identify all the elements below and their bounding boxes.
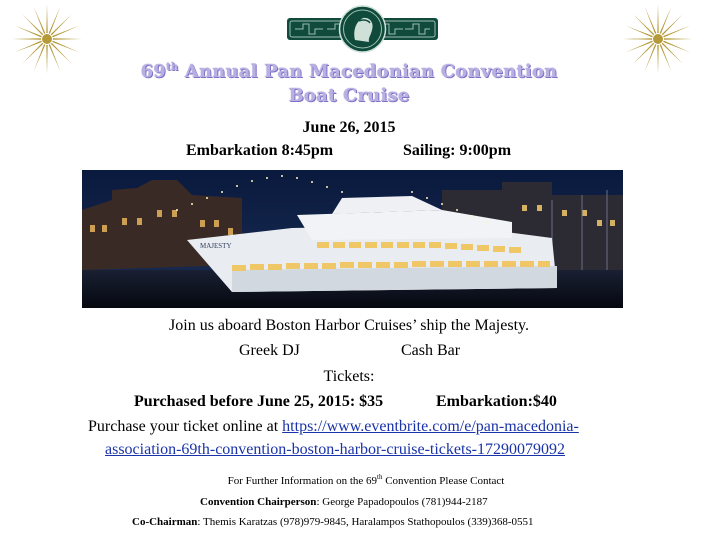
sun-ray	[633, 14, 654, 35]
sun-ray	[51, 43, 72, 64]
sun-ray	[34, 7, 46, 34]
eventbrite-link[interactable]: https://www.eventbrite.com/e/pan-macedonia-	[282, 418, 579, 435]
cochair-value: : Themis Karatzas (978)979-9845, Haralampos Stathopoulos (339)368-0551	[197, 516, 534, 528]
sun-ray	[51, 14, 72, 35]
sun-ray	[662, 43, 683, 64]
sun-ray	[52, 41, 79, 53]
page-subtitle: Boat Cruise	[288, 85, 410, 106]
sun-ray	[22, 43, 43, 64]
greek-dj-item: Greek DJ	[239, 342, 300, 359]
eventbrite-link-continued[interactable]: association-69th-convention-boston-harbor-cruise-tickets-17290079092	[105, 441, 566, 458]
sun-ray	[626, 26, 653, 38]
ship-name-label: MAJESTY	[200, 242, 232, 250]
sun-ray	[623, 38, 652, 39]
cochairman-line	[132, 515, 534, 529]
sun-ray	[15, 41, 42, 53]
title-number: 69	[140, 61, 167, 82]
sun-ray	[626, 41, 653, 53]
cochair-label: Co-Chairman	[132, 516, 198, 528]
lead-paragraph: Join us aboard Boston Harbor Cruises’ ship the Majesty.	[169, 317, 529, 334]
sun-ray	[663, 41, 690, 53]
info-ordinal: th	[377, 473, 383, 481]
price-early: Purchased before June 25, 2015: $35	[134, 393, 384, 410]
sun-ray	[633, 43, 654, 64]
cash-bar-item: Cash Bar	[401, 342, 461, 359]
sun-ray	[657, 4, 658, 33]
page-title	[0, 62, 698, 82]
sun-ray	[664, 38, 693, 39]
chair-label: Convention Chairperson	[200, 496, 317, 508]
sun-ray	[645, 7, 657, 34]
chair-value: : George Papadopoulos (781)944-2187	[316, 496, 488, 508]
event-date: June 26, 2015	[302, 119, 396, 136]
chairperson-line	[200, 495, 488, 509]
purchase-text: Purchase your ticket online at	[88, 418, 283, 435]
embarkation-time: Embarkation 8:45pm	[186, 142, 334, 159]
price-embarkation: Embarkation:$40	[436, 393, 557, 410]
sun-ray	[660, 7, 672, 34]
tickets-label: Tickets:	[323, 368, 375, 385]
sun-ray	[663, 26, 690, 38]
cruise-ship-photo	[82, 170, 623, 308]
sun-ray	[15, 26, 42, 38]
sun-ray	[662, 14, 683, 35]
sun-ray	[52, 26, 79, 38]
purchase-line	[88, 417, 579, 437]
info-prefix: For Further Information on the 69	[227, 475, 378, 487]
sun-ray	[22, 14, 43, 35]
info-suffix: Convention Please Contact	[382, 475, 505, 487]
title-ordinal: th	[166, 62, 179, 73]
sun-ray	[46, 4, 47, 33]
sun-ray	[53, 38, 82, 39]
association-emblem-icon	[285, 4, 440, 54]
sun-ray	[12, 38, 41, 39]
title-text: Annual Pan Macedonian Convention	[178, 61, 558, 82]
sailing-time: Sailing: 9:00pm	[403, 142, 512, 159]
further-info-line	[0, 474, 720, 488]
sun-ray	[49, 7, 61, 34]
